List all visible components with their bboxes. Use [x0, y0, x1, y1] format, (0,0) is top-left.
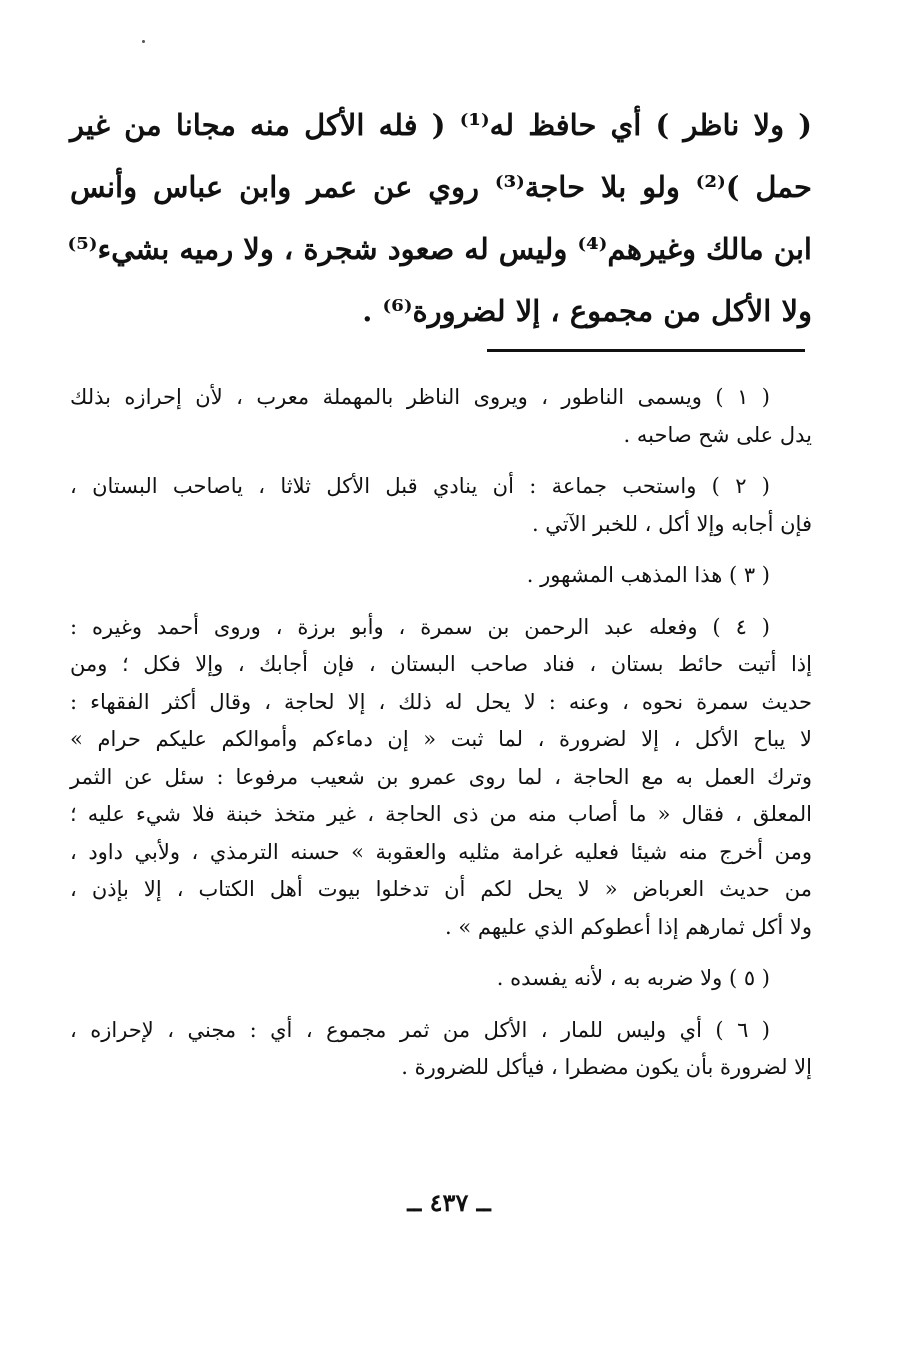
footnote-line: لا يباح الأكل ، إلا لضرورة ، لما ثبت « إن دماءكم وأموالكم عليكم حرام »	[70, 727, 812, 751]
footnote-2	[70, 468, 812, 543]
main-text-line: ولا الأكل من مجموع ، إلا لضرورة⁽⁶⁾ .	[362, 294, 812, 328]
footnote-line: ( ٢ ) واستحب جماعة : أن ينادي قبل الأكل ثلاثا ، ياصاحب البستان ،	[70, 474, 770, 498]
footnotes-block	[70, 379, 812, 1101]
footnote-line: ( ٤ ) وفعله عبد الرحمن بن سمرة ، وأبو برزة ، وروى أحمد وغيره :	[70, 614, 770, 639]
footnote-separator	[487, 349, 805, 352]
footnote-line: ومن أخرج منه شيئا فعليه غرامة مثليه والعقوبة » حسنه الترمذي ، ولأبي داود ،	[70, 839, 812, 864]
footnote-6	[70, 1012, 812, 1087]
footnote-4	[70, 609, 812, 947]
footnote-5	[70, 960, 812, 998]
footnote-line: حديث سمرة نحوه ، وعنه : لا يحل له ذلك ، إلا لحاجة ، وقال أكثر الفقهاء :	[70, 689, 812, 714]
page-speck	[142, 40, 145, 43]
footnote-line: المعلق ، فقال « ما أصاب منه من ذى الحاجة ، غير متخذ خبنة فلا شيء عليه ؛	[70, 802, 812, 826]
main-text-line: ابن مالك وغيرهم⁽⁴⁾ وليس له صعود شجرة ، ولا رميه بشيء⁽⁵⁾	[67, 232, 812, 266]
footnote-line: فإن أجابه وإلا أكل ، للخبر الآتي .	[531, 511, 812, 536]
footnote-line: ( ٥ ) ولا ضربه به ، لأنه يفسده .	[496, 966, 770, 990]
main-text-block	[67, 94, 812, 342]
page-number: ــ ٤٣٧ ــ	[407, 1188, 491, 1217]
footnote-1	[70, 379, 812, 454]
main-text-line: حمل )⁽²⁾ ولو بلا حاجة⁽³⁾ روي عن عمر وابن عباس وأنس	[70, 170, 812, 204]
footnote-3	[70, 557, 812, 595]
footnote-line: إلا لضرورة بأن يكون مضطرا ، فيأكل للضرورة .	[401, 1055, 812, 1079]
main-text-line: ( ولا ناظر ) أي حافظ له⁽¹⁾ ( فله الأكل منه مجانا من غير	[70, 108, 812, 142]
footnote-line: ( ٦ ) أي وليس للمار ، الأكل من ثمر مجموع ، أي : مجني ، لإحرازه ،	[70, 1017, 771, 1042]
footnote-line: ولا أكل ثمارهم إذا أعطوكم الذي عليهم » .	[445, 914, 812, 939]
footnote-line: إذا أتيت حائط بستان ، فناد صاحب البستان ، فإن أجابك ، وإلا فكل ؛ ومن	[70, 652, 812, 676]
footnote-line: يدل على شح صاحبه .	[623, 422, 812, 447]
footnote-line: وترك العمل به مع الحاجة ، لما روى عمرو بن شعيب مرفوعا : سئل عن الثمر	[70, 764, 812, 789]
footnote-line: ( ١ ) ويسمى الناطور ، ويروى الناظر بالمهملة معرب ، لأن إحرازه بذلك	[70, 385, 770, 409]
footnote-line: ( ٣ ) هذا المذهب المشهور .	[526, 563, 770, 587]
footnote-line: من حديث العرباض « لا يحل لكم أن تدخلوا بيوت أهل الكتاب ، إلا بإذن ،	[70, 877, 812, 901]
